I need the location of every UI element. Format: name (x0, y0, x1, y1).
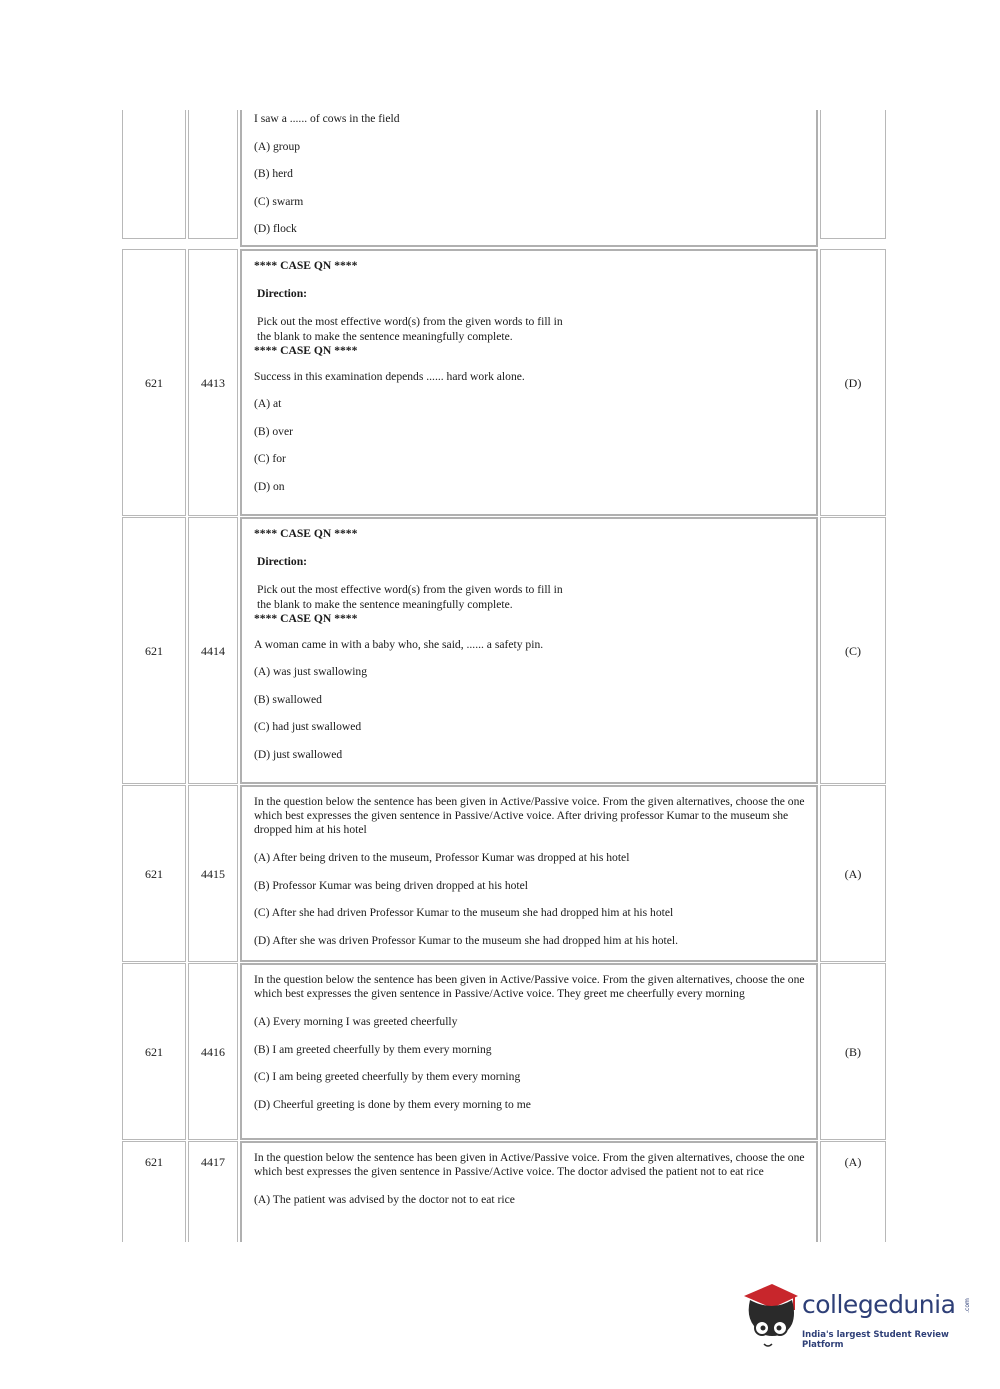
case-header: **** CASE QN **** (254, 259, 358, 272)
case-footer: **** CASE QN **** (254, 611, 358, 625)
option: (B) swallowed (254, 692, 322, 706)
answer-cell (820, 1141, 886, 1242)
question-text: Success in this examination depends ...... hard work alone. (254, 369, 525, 383)
option: (D) flock (254, 222, 297, 235)
question-cell (240, 1141, 818, 1242)
answer-cell (820, 249, 886, 516)
question-cell (240, 963, 818, 1140)
table-row (122, 249, 886, 516)
question-text: In the question below the sentence has been given in Active/Passive voice. From the given alternatives, choose the one which best expresses the given sentence in Passive/Active voice. They greet me cheerfully every morning (254, 973, 805, 1000)
qid-cell (188, 249, 238, 516)
option: (A) After being driven to the museum, Professor Kumar was dropped at his hotel (254, 851, 630, 864)
case-header: **** CASE QN **** (254, 527, 358, 540)
answer-cell (820, 110, 886, 239)
option: (D) After she was driven Professor Kumar to the museum she had dropped him at his hotel. (254, 933, 679, 947)
collegedunia-logo[interactable] (742, 1282, 972, 1352)
paper-cell (122, 785, 186, 962)
paper-cell (122, 517, 186, 784)
logo-suffix: .com (963, 1298, 971, 1313)
paper-number: 621 (145, 376, 163, 390)
option: (B) over (254, 424, 293, 438)
question-id: 4414 (201, 644, 225, 658)
answer-cell (820, 963, 886, 1140)
paper-cell (122, 963, 186, 1140)
option: (D) just swallowed (254, 747, 343, 761)
question-id: 4416 (201, 1045, 225, 1059)
instruction-text: Pick out the most effective word(s) from the given words to fill in the blank to make the sentence meaningfully complete. (257, 582, 563, 611)
table-row (122, 785, 886, 962)
paper-number: 621 (145, 867, 163, 881)
logo-tagline: India's largest Student Review Platform (802, 1330, 949, 1350)
question-cell (240, 110, 818, 247)
answer-cell (820, 517, 886, 784)
option: (A) The patient was advised by the doctor not to eat rice (254, 1193, 515, 1206)
paper-cell (122, 1141, 186, 1242)
option: (B) Professor Kumar was being driven dropped at his hotel (254, 878, 529, 892)
option: (A) was just swallowing (254, 665, 368, 678)
option: (A) group (254, 139, 301, 153)
answer-key: (B) (845, 1045, 861, 1059)
qid-cell (188, 963, 238, 1140)
option: (D) on (254, 479, 285, 493)
qid-cell (188, 517, 238, 784)
option: (C) I am being greeted cheerfully by them every morning (254, 1070, 521, 1083)
answer-key: (C) (845, 644, 861, 658)
qid-cell (188, 785, 238, 962)
question-table (122, 110, 886, 1242)
paper-cell (122, 110, 186, 239)
option: (A) at (254, 397, 282, 410)
question-id: 4413 (201, 376, 225, 390)
option: (C) for (254, 452, 286, 465)
paper-number: 621 (145, 644, 163, 658)
paper-number: 621 (145, 1155, 163, 1169)
option: (C) After she had driven Professor Kumar to the museum she had dropped him at his hotel (254, 906, 674, 919)
option: (B) herd (254, 167, 293, 180)
qid-cell (188, 1141, 238, 1242)
case-footer: **** CASE QN **** (254, 343, 358, 357)
option: (C) swarm (254, 194, 304, 208)
question-text: I saw a ...... of cows in the field (254, 112, 400, 125)
option: (C) had just swallowed (254, 720, 362, 733)
table-row (122, 517, 886, 784)
answer-cell (820, 785, 886, 962)
question-text: In the question below the sentence has been given in Active/Passive voice. From the given alternatives, choose the one which best expresses the given sentence in Passive/Active voice. After driving professor Kumar to the museum she dropped him at his hotel (254, 795, 805, 836)
question-id: 4417 (201, 1155, 225, 1169)
answer-key: (A) (844, 1155, 862, 1169)
option: (D) Cheerful greeting is done by them every morning to me (254, 1097, 531, 1111)
question-id: 4415 (201, 867, 225, 881)
logo-wordmark: collegedunia (802, 1290, 956, 1319)
question-text: In the question below the sentence has been given in Active/Passive voice. From the given alternatives, choose the one which best expresses the given sentence in Passive/Active voice. The doctor advised the patient not to eat rice (254, 1151, 805, 1178)
question-text: A woman came in with a baby who, she said, ...... a safety pin. (254, 637, 544, 651)
table-row (122, 110, 886, 239)
question-cell (240, 249, 818, 516)
direction-label: Direction: (257, 286, 308, 300)
option: (B) I am greeted cheerfully by them every morning (254, 1042, 492, 1056)
direction-label: Direction: (257, 554, 308, 568)
question-cell (240, 517, 818, 784)
instruction-text: Pick out the most effective word(s) from the given words to fill in the blank to make the sentence meaningfully complete. (257, 314, 563, 343)
option: (A) Every morning I was greeted cheerfully (254, 1015, 458, 1028)
question-cell (240, 785, 818, 962)
answer-key: (D) (844, 376, 862, 390)
table-row (122, 963, 886, 1140)
table-row (122, 1141, 886, 1242)
paper-number: 621 (145, 1045, 163, 1059)
paper-cell (122, 249, 186, 516)
mascot-icon (742, 1282, 802, 1352)
qid-cell (188, 110, 238, 239)
answer-key: (A) (844, 867, 862, 881)
